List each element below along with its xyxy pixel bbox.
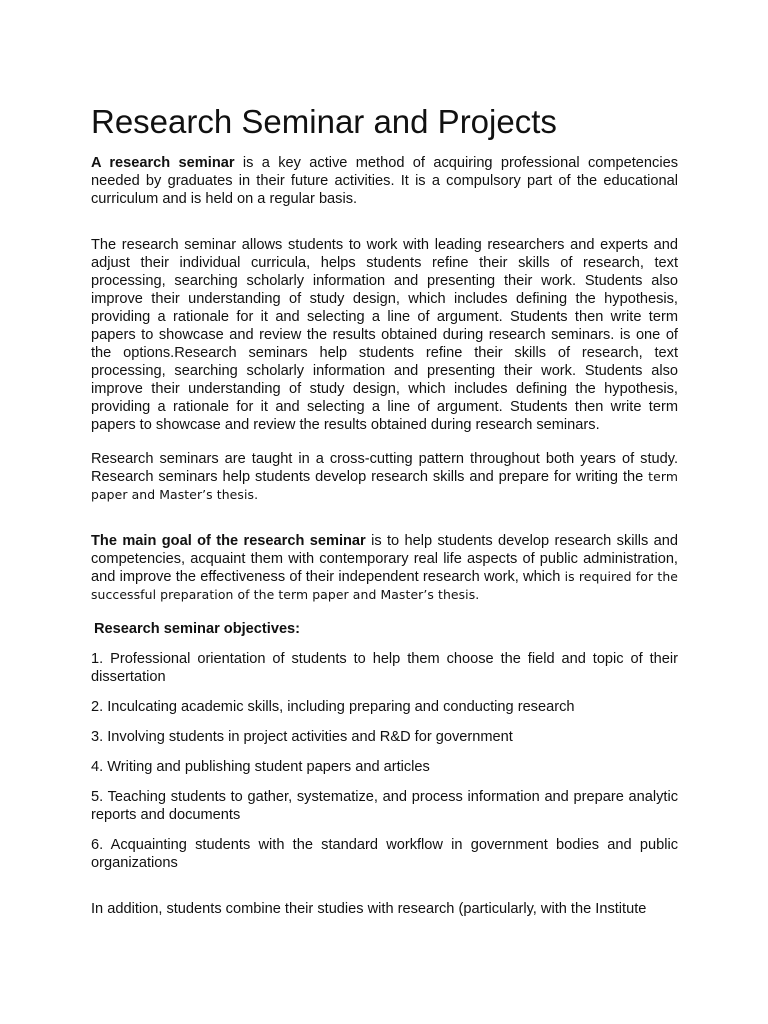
main-goal-paragraph (91, 532, 678, 604)
page-title: Research Seminar and Projects (91, 103, 557, 140)
main-goal-text: is to help students develop research skills and competencies, acquaint them with contemporary real life aspects of public administration, and improve the effectiveness of their independent research work, which (91, 533, 679, 585)
objective-item: 4. Writing and publishing student papers and articles (91, 759, 430, 775)
closing-paragraph: In addition, students combine their studies with research (particularly, with the Institute (91, 901, 647, 917)
intro-paragraph (91, 154, 678, 208)
main-goal-bold-lead: The main goal of the research seminar (91, 533, 366, 549)
objective-item: 1. Professional orientation of students to help them choose the field and topic of their dissertation (91, 651, 678, 685)
objective-item: 6. Acquainting students with the standard workflow in government bodies and public organizations (91, 837, 678, 871)
objectives-heading: Research seminar objectives: (94, 621, 301, 637)
objective-item: 5. Teaching students to gather, systematize, and process information and prepare analytic reports and documents (91, 789, 678, 823)
cross-cutting-tail: term paper and Master’s thesis. (91, 469, 678, 502)
research-seminar-paragraph: The research seminar allows students to work with leading researchers and experts and adjust their individual curricula, helps students refine their skills of research, text processing, searching scholarly information and presenting their work. Students also improve their understanding of study design, which includes defining the hypothesis, providing a rationale for it and selecting a line of argument. Students then write term papers to showcase and review the results obtained during research seminars. is one of the options.Research seminars help students refine their skills of research, text processing, searching scholarly information and presenting their work. Students also improve their understanding of study design, which includes defining the hypothesis, providing a rationale for it and selecting a line of argument. Students then write term papers to showcase and review the results obtained during research seminars. (91, 237, 678, 433)
objectives-list (91, 650, 678, 872)
main-goal-tail: is required for the successful preparation of the term paper and Master’s thesis. (91, 569, 678, 602)
cross-cutting-paragraph (91, 450, 678, 504)
cross-cutting-text: Research seminars are taught in a cross-cutting pattern throughout both years of study. Research seminars help students develop research skills and prepare for writing the (91, 451, 678, 485)
objective-item: 3. Involving students in project activities and R&D for government (91, 729, 513, 745)
intro-bold-lead: A research seminar (91, 155, 235, 171)
objective-item: 2. Inculcating academic skills, including preparing and conducting research (91, 699, 575, 715)
intro-text: is a key active method of acquiring professional competencies needed by graduates in their future activities. It is a compulsory part of the educational curriculum and is held on a regular basis. (91, 155, 678, 207)
